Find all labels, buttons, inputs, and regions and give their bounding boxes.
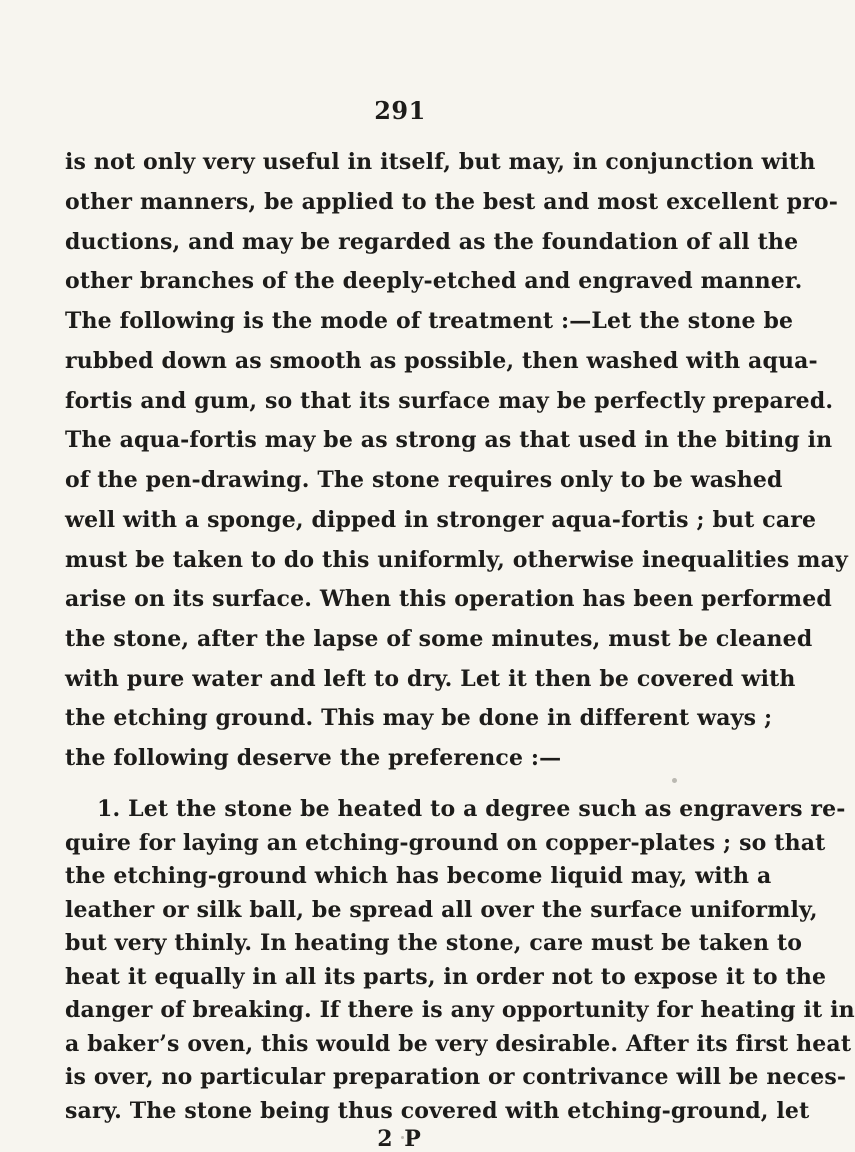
text-line: sary. The stone being thus covered with etching-ground, let <box>65 1097 810 1124</box>
page-number: 291 <box>374 96 426 125</box>
text-line: is not only very useful in itself, but may, in conjunction with <box>65 149 816 175</box>
text-line: the etching-ground which has become liquid may, with a <box>65 863 772 889</box>
text-line: the following deserve the preference :— <box>65 745 562 771</box>
text-line: rubbed down as smooth as possible, then washed with aqua- <box>65 348 818 374</box>
text-line: quire for laying an etching-ground on copper-plates ; so that <box>65 829 826 856</box>
text-line: The aqua-fortis may be as strong as that used in the biting in <box>65 427 833 453</box>
text-line: danger of breaking. If there is any opportunity for heating it in <box>65 997 855 1023</box>
text-line: with pure water and left to dry. Let it then be covered with <box>65 666 796 692</box>
text-line: 1. Let the stone be heated to a degree such as engravers re- <box>97 796 846 822</box>
text-line: leather or silk ball, be spread all over the surface uniformly, <box>65 896 818 923</box>
text-line: but very thinly. In heating the stone, care must be taken to <box>65 930 803 956</box>
text-line: must be taken to do this uniformly, otherwise inequalities may <box>65 547 848 573</box>
text-line: fortis and gum, so that its surface may be perfectly prepared. <box>65 388 834 414</box>
text-line: the etching ground. This may be done in different ways ; <box>65 705 773 731</box>
text-line: ductions, and may be regarded as the foundation of all the <box>65 229 799 255</box>
text-line: of the pen-drawing. The stone requires only to be washed <box>65 467 783 493</box>
text-line: heat it equally in all its parts, in order not to expose it to the <box>65 963 827 990</box>
paper-speck <box>672 778 677 783</box>
text-line: is over, no particular preparation or contrivance will be neces- <box>65 1064 847 1090</box>
signature-mark: 2 P <box>377 1126 423 1152</box>
text-line: other branches of the deeply-etched and engraved manner. <box>65 268 803 294</box>
text-line: well with a sponge, dipped in stronger aqua-fortis ; but care <box>65 507 817 533</box>
text-line: other manners, be applied to the best and most excellent pro- <box>65 189 839 215</box>
text-line: the stone, after the lapse of some minutes, must be cleaned <box>65 626 813 652</box>
text-line: The following is the mode of treatment :—Let the stone be <box>65 308 794 334</box>
text-line: arise on its surface. When this operation has been performed <box>65 586 832 612</box>
text-line: a baker’s oven, this would be very desirable. After its first heat <box>65 1030 852 1057</box>
